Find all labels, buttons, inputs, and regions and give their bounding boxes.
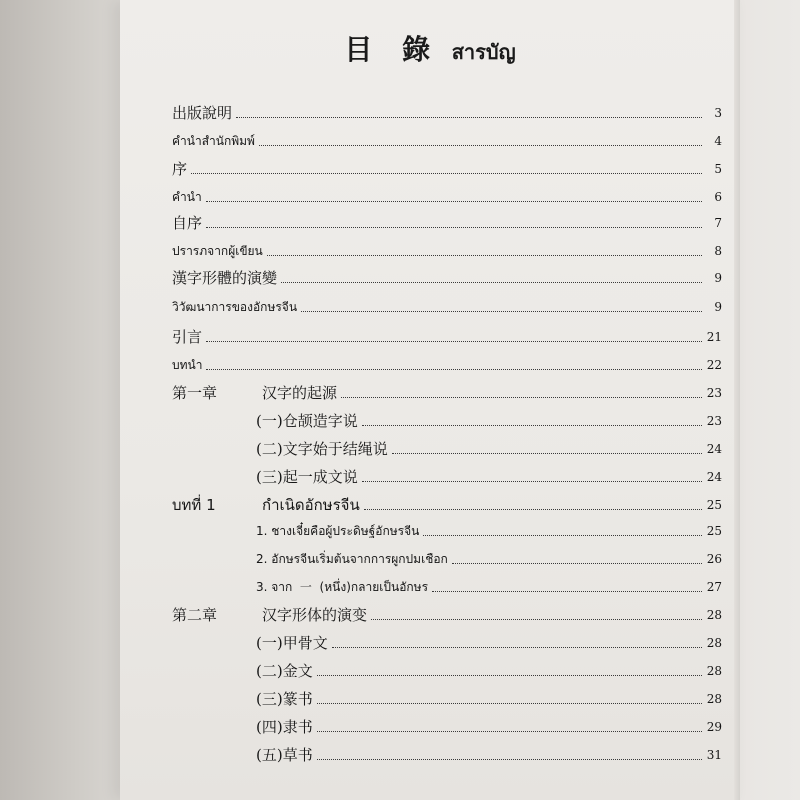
toc-page-number: 3 [714,106,722,120]
toc-page-number: 4 [714,134,722,148]
toc-page-number: 24 [706,470,722,484]
toc-label: 出版說明 [172,104,233,122]
dot-leader [317,703,702,704]
toc-label: 2. อักษรจีนเริ่มต้นจากการผูกปมเชือก [256,552,448,566]
toc-page-number: 7 [714,216,722,230]
dot-leader [206,341,702,342]
dot-leader [301,311,702,312]
dot-leader [362,425,702,426]
toc-chapter-entry [172,602,722,626]
toc-entry [172,210,722,234]
dot-leader [317,675,702,676]
toc-entry [172,238,722,262]
toc-label: (三)起一成文说 [256,468,358,486]
toc-subentry [256,686,722,710]
toc-page-number: 31 [706,748,722,762]
toc-subentry [256,742,722,766]
toc-page-number: 22 [706,358,722,372]
toc-label: 序 [172,160,188,178]
toc-page-number: 28 [706,692,722,706]
toc-subentry [256,546,722,570]
dot-leader [432,591,702,592]
dot-leader [371,619,702,620]
toc-label: (一)仓颉造字说 [256,412,358,430]
toc-label: (一)甲骨文 [256,634,328,652]
background-left [0,0,140,800]
dot-leader [362,481,702,482]
toc-subentry [256,464,722,488]
chapter-number: 第一章 [172,384,218,402]
toc-label: วิวัฒนาการของอักษรจีน [172,300,298,314]
toc-subentry [256,408,722,432]
toc-label: ปรารภจากผู้เขียน [172,244,263,258]
toc-label: บทนำ [172,358,203,372]
toc-subentry [256,630,722,654]
toc-page-number: 5 [714,162,722,176]
toc-label: 漢字形體的演變 [172,269,278,287]
toc-label: (三)篆书 [256,690,313,708]
toc-entry [172,324,722,348]
dot-leader [423,535,702,536]
toc-page-number: 28 [706,664,722,678]
toc-label: (二)金文 [256,662,313,680]
toc-page-number: 29 [706,720,722,734]
toc-label: คำนำ [172,190,202,204]
toc-chapter-label [172,604,367,626]
toc-label: 引言 [172,328,203,346]
dot-leader [191,173,702,174]
dot-leader [267,255,702,256]
dot-leader [332,647,702,648]
dot-leader [281,282,702,283]
table-of-contents [120,0,740,800]
toc-label: 3. จาก 一 (หนึ่ง)กลายเป็นอักษร [256,580,429,594]
toc-page-number: 27 [706,580,722,594]
toc-entry [172,128,722,152]
toc-page-number: 21 [706,330,722,344]
chapter-number: บทที่ 1 [172,496,216,514]
toc-subentry [256,436,722,460]
dot-leader [206,227,702,228]
toc-entry [172,265,722,289]
toc-label: (五)草书 [256,746,313,764]
dot-leader [341,397,702,398]
toc-page-number: 9 [714,271,722,285]
toc-label: (二)文字始于结绳说 [256,440,388,458]
dot-leader [236,117,702,118]
toc-chapter-label [172,494,360,516]
toc-entry [172,352,722,376]
dot-leader [452,563,702,564]
toc-page-number: 6 [714,190,722,204]
toc-subentry [256,574,722,598]
dot-leader [206,201,702,202]
toc-entry [172,100,722,124]
toc-label: คำนำสำนักพิมพ์ [172,134,255,148]
title-chinese: 目 錄 [344,33,441,66]
toc-chapter-entry [172,380,722,404]
toc-page-number: 24 [706,442,722,456]
toc-page-number: 23 [706,414,722,428]
book-page [120,0,740,800]
toc-page-number: 9 [714,300,722,314]
toc-subentry [256,518,722,542]
toc-page-number: 26 [706,552,722,566]
toc-page-number: 25 [706,498,722,512]
chapter-title: กำเนิดอักษรจีน [262,496,360,514]
chapter-title: 汉字形体的演变 [262,606,368,624]
toc-page-number: 8 [714,244,722,258]
dot-leader [317,759,702,760]
title-thai: สารบัญ [451,40,516,64]
toc-subentry [256,714,722,738]
chapter-title: 汉字的起源 [262,384,338,402]
chapter-number: 第二章 [172,606,218,624]
toc-page-number: 28 [706,636,722,650]
toc-entry [172,184,722,208]
toc-label: 自序 [172,214,203,232]
dot-leader [206,369,702,370]
toc-label: (四)隶书 [256,718,313,736]
toc-page-number: 25 [706,524,722,538]
toc-subentry [256,658,722,682]
toc-label: 1. ชางเจี๋ยคือผู้ประดิษฐ์อักษรจีน [256,524,420,538]
toc-page-number: 28 [706,608,722,622]
toc-entry [172,294,722,318]
dot-leader [392,453,702,454]
toc-chapter-entry [172,492,722,516]
dot-leader [259,145,702,146]
toc-page-number: 23 [706,386,722,400]
toc-entry [172,156,722,180]
toc-chapter-label [172,382,337,404]
dot-leader [317,731,702,732]
dot-leader [364,509,702,510]
